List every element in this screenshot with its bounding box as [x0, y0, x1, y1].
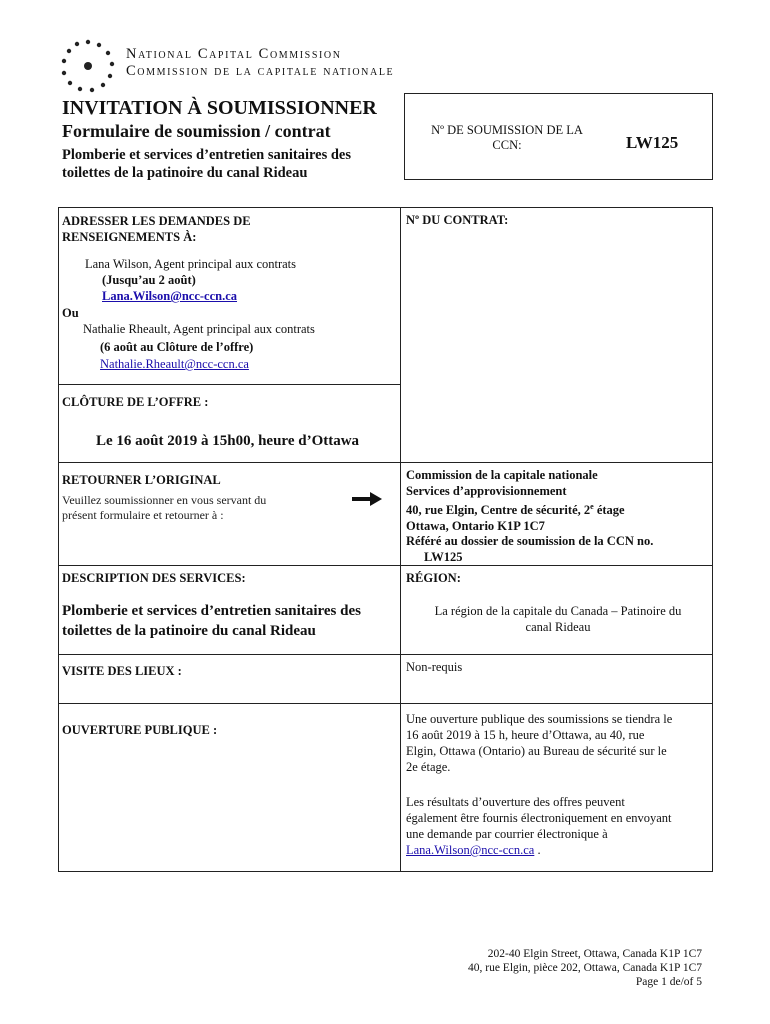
grid-bottom-line — [58, 871, 713, 872]
services-label: DESCRIPTION DES SERVICES: — [62, 571, 246, 585]
solicitation-number: LW125 — [626, 133, 679, 152]
contact-person-2-note: (6 août au Clôture de l’offre) — [100, 340, 254, 354]
ncc-logo-icon — [58, 36, 118, 96]
opening-text-line: également être fournis électroniquement en envoyant — [406, 811, 672, 825]
services-description-line: toilettes de la patinoire du canal Rideau — [62, 623, 316, 639]
region-value — [406, 603, 710, 635]
divider-closing — [58, 384, 401, 385]
divider-visit — [58, 654, 713, 655]
opening-text-line: Les résultats d’ouverture des offres peuvent — [406, 795, 625, 809]
site-visit-value: Non-requis — [406, 660, 463, 674]
site-visit-label: VISITE DES LIEUX : — [62, 664, 182, 678]
project-title-line: Plomberie et services d’entretien sanitaires des — [62, 147, 351, 163]
opening-text-line: Elgin, Ottawa (Ontario) au Bureau de sécurité sur le — [406, 744, 667, 758]
public-opening-label: OUVERTURE PUBLIQUE : — [62, 723, 218, 737]
public-opening-details — [406, 711, 672, 775]
return-instructions-line: Veuillez soumissionner en vous servant du — [62, 493, 267, 507]
return-address — [406, 468, 653, 565]
return-address-line: LW125 — [424, 549, 463, 564]
contact-or: Ou — [62, 306, 79, 320]
contact-person-1: Lana Wilson, Agent principal aux contrats — [85, 257, 297, 271]
solicitation-label-line: CCN: — [492, 138, 522, 152]
contact-person-1-note: (Jusqu’au 2 août) — [102, 273, 196, 287]
contract-number-label: Nº DU CONTRAT: — [406, 213, 509, 227]
public-opening-results — [406, 794, 672, 858]
return-instructions-line: présent formulaire et retourner à : — [62, 508, 224, 522]
contact-person-2: Nathalie Rheault, Agent principal aux contrats — [83, 322, 315, 336]
contact-label-line: ADRESSER LES DEMANDES DE — [62, 214, 251, 228]
return-instructions — [62, 493, 266, 523]
return-label: RETOURNER L’ORIGINAL — [62, 473, 221, 487]
region-value-line: La région de la capitale du Canada – Patinoire du — [434, 604, 682, 618]
grid-right-line — [712, 207, 713, 872]
opening-email-link[interactable]: Lana.Wilson@ncc-ccn.ca — [406, 843, 535, 857]
contact-label-line: RENSEIGNEMENTS À: — [62, 230, 197, 244]
opening-text-end: . — [534, 843, 541, 857]
solicitation-label — [414, 123, 600, 153]
services-description-line: Plomberie et services d’entretien sanitaires des — [62, 603, 361, 619]
grid-left-line — [58, 207, 59, 872]
contact-email-2-link[interactable]: Nathalie.Rheault@ncc-ccn.ca — [100, 357, 249, 371]
org-name-fr: Commission de la capitale nationale — [126, 63, 395, 79]
services-description — [62, 601, 361, 641]
divider-opening — [58, 703, 713, 704]
solicitation-label-line: Nº DE SOUMISSION DE LA — [431, 123, 583, 137]
closing-date: Le 16 août 2019 à 15h00, heure d’Ottawa — [96, 433, 360, 449]
opening-text-line: 2e étage. — [406, 760, 451, 774]
address-text: 40, rue Elgin, Centre de sécurité, 2 — [406, 503, 591, 518]
region-value-line: canal Rideau — [525, 620, 591, 634]
footer-address — [468, 947, 702, 989]
return-address-line — [406, 499, 653, 519]
opening-text-line: Une ouverture publique des soumissions se tiendra le — [406, 712, 673, 726]
footer-line: 202-40 Elgin Street, Ottawa, Canada K1P 1C7 — [487, 948, 702, 960]
page-subtitle: Formulaire de soumission / contrat — [62, 121, 331, 141]
right-arrow-icon — [352, 492, 382, 506]
page-title: INVITATION À SOUMISSIONNER — [62, 97, 377, 119]
contact-email-1-link[interactable]: Lana.Wilson@ncc-ccn.ca — [102, 289, 238, 303]
project-title — [62, 146, 402, 182]
opening-text-line — [406, 842, 672, 858]
org-name-en: National Capital Commission — [126, 46, 342, 62]
contact-label — [62, 213, 251, 245]
return-address-line: Référé au dossier de soumission de la CCN no. — [406, 534, 654, 549]
return-address-line: Ottawa, Ontario K1P 1C7 — [406, 518, 545, 533]
return-address-line: Commission de la capitale nationale — [406, 468, 598, 482]
closing-label: CLÔTURE DE L’OFFRE : — [62, 395, 209, 409]
footer-line: 40, rue Elgin, pièce 202, Ottawa, Canada K1P 1C7 — [468, 962, 702, 974]
opening-text-line: 16 août 2019 à 15 h, heure d’Ottawa, au 40, rue — [406, 728, 645, 742]
divider-return — [58, 462, 713, 463]
grid-center-line — [400, 207, 401, 872]
ordinal-sup: e — [590, 502, 594, 511]
page-number: Page 1 de/of 5 — [635, 976, 702, 988]
grid-top-line — [58, 207, 713, 208]
opening-text-line: une demande par courrier électronique à — [406, 827, 608, 841]
region-label: RÉGION: — [406, 571, 461, 585]
return-address-line: Services d’approvisionnement — [406, 483, 567, 498]
address-text: étage — [593, 503, 625, 518]
project-title-line: toilettes de la patinoire du canal Rideau — [62, 165, 308, 181]
